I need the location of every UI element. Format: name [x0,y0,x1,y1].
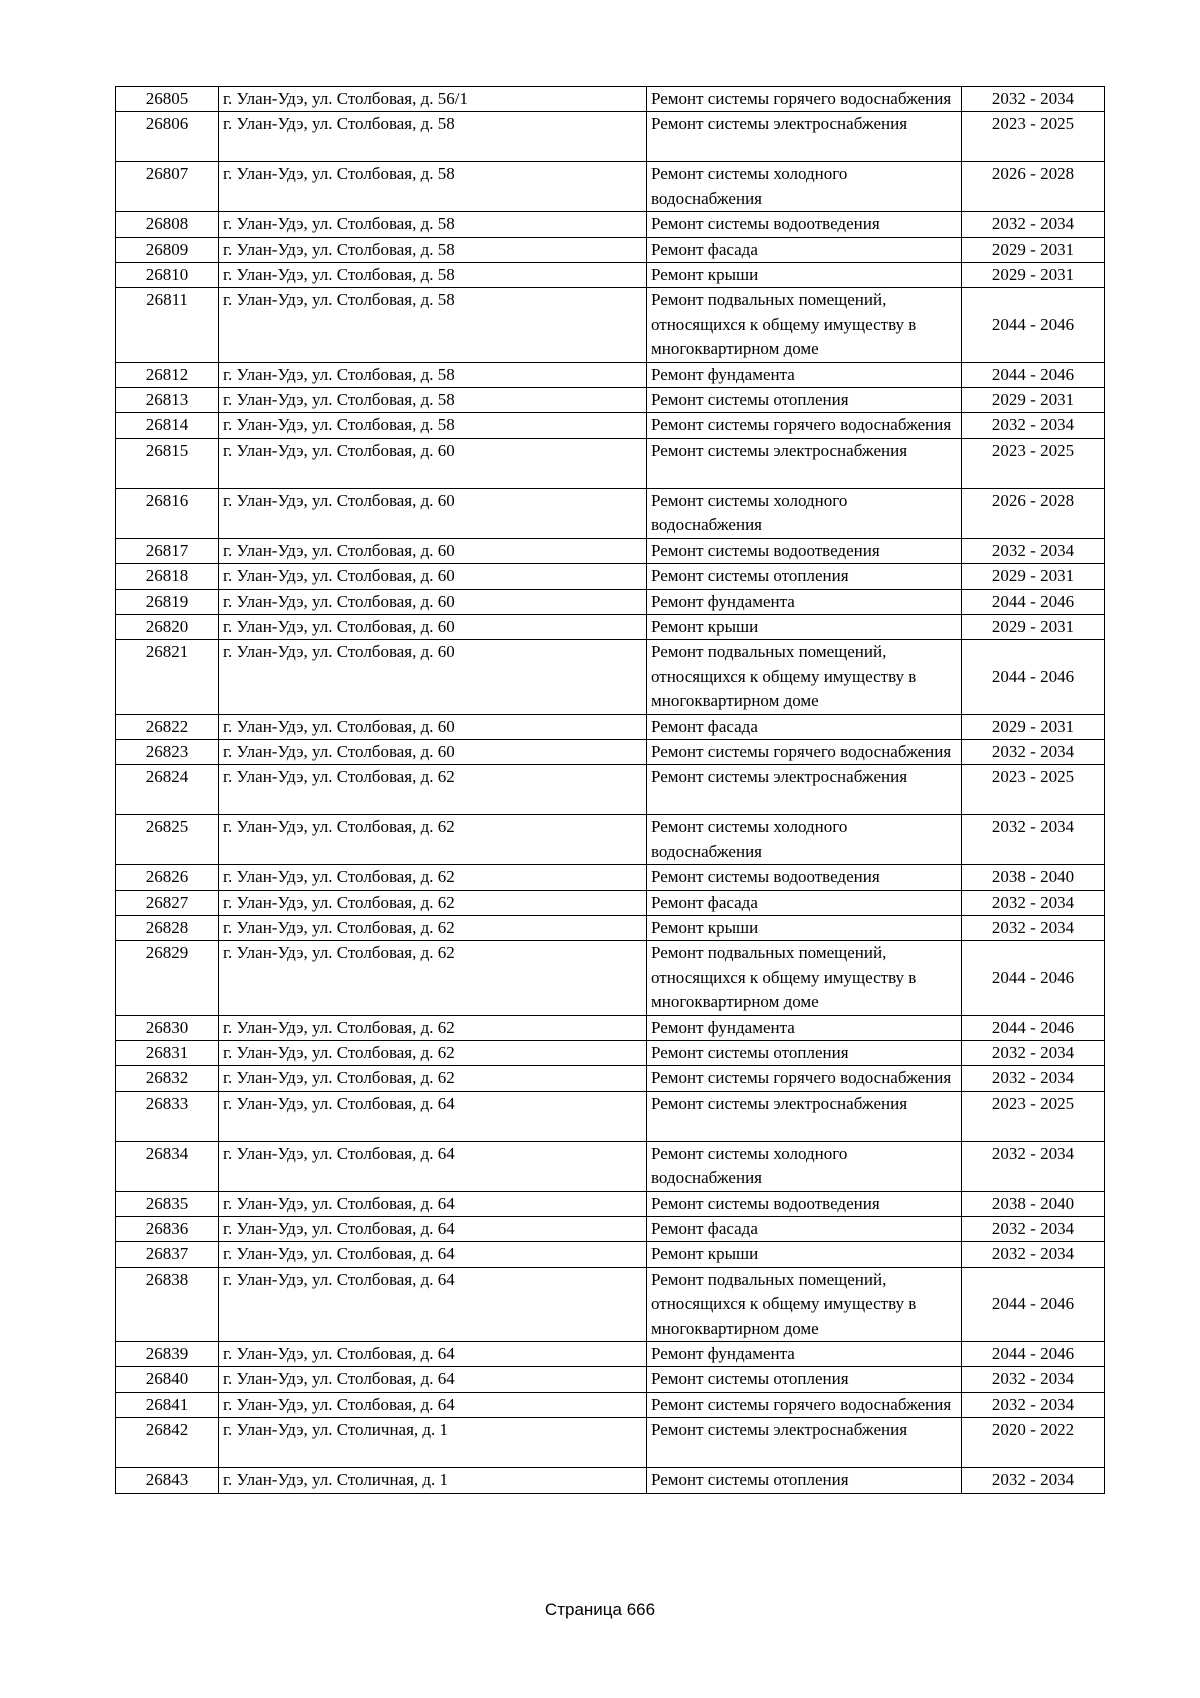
row-work-cell: Ремонт фасада [647,714,962,739]
row-period-cell: 2032 - 2034 [962,538,1105,563]
row-address-cell: г. Улан-Удэ, ул. Столбовая, д. 60 [219,438,647,488]
row-work-cell: Ремонт крыши [647,915,962,940]
table-row [116,162,1105,212]
row-address-cell: г. Улан-Удэ, ул. Столбовая, д. 64 [219,1141,647,1191]
table-row [116,1091,1105,1141]
table-row [116,915,1105,940]
row-work-cell: Ремонт системы отопления [647,1041,962,1066]
row-work-cell: Ремонт крыши [647,1242,962,1267]
row-period-cell: 2029 - 2031 [962,237,1105,262]
row-address-cell: г. Улан-Удэ, ул. Столбовая, д. 60 [219,488,647,538]
table-row [116,538,1105,563]
row-address-cell: г. Улан-Удэ, ул. Столбовая, д. 62 [219,765,647,815]
table-row [116,1041,1105,1066]
row-id-cell: 26841 [116,1392,219,1417]
row-id-cell: 26812 [116,362,219,387]
row-address-cell: г. Улан-Удэ, ул. Столбовая, д. 60 [219,640,647,714]
row-id-cell: 26810 [116,263,219,288]
row-id-cell: 26818 [116,564,219,589]
table-row [116,87,1105,112]
table-row [116,815,1105,865]
row-address-cell: г. Улан-Удэ, ул. Столбовая, д. 58 [219,112,647,162]
row-period-cell: 2026 - 2028 [962,488,1105,538]
row-period-cell: 2044 - 2046 [962,640,1105,714]
row-id-cell: 26833 [116,1091,219,1141]
table-row [116,1392,1105,1417]
row-work-cell: Ремонт системы водоотведения [647,538,962,563]
table-row [116,237,1105,262]
row-work-cell: Ремонт фасада [647,890,962,915]
row-work-cell: Ремонт системы горячего водоснабжения [647,413,962,438]
row-id-cell: 26809 [116,237,219,262]
row-address-cell: г. Улан-Удэ, ул. Столбовая, д. 64 [219,1267,647,1341]
row-work-cell: Ремонт системы горячего водоснабжения [647,87,962,112]
row-work-cell: Ремонт подвальных помещений, относящихся к общему имуществу в многоквартирном доме [647,640,962,714]
row-id-cell: 26828 [116,915,219,940]
row-id-cell: 26819 [116,589,219,614]
row-period-cell: 2029 - 2031 [962,564,1105,589]
row-address-cell: г. Улан-Удэ, ул. Столбовая, д. 62 [219,865,647,890]
table-row [116,1342,1105,1367]
row-id-cell: 26816 [116,488,219,538]
row-period-cell: 2032 - 2034 [962,212,1105,237]
row-address-cell: г. Улан-Удэ, ул. Столбовая, д. 60 [219,714,647,739]
table-row [116,388,1105,413]
row-work-cell: Ремонт подвальных помещений, относящихся к общему имуществу в многоквартирном доме [647,288,962,362]
table-row [116,112,1105,162]
row-id-cell: 26806 [116,112,219,162]
row-id-cell: 26830 [116,1015,219,1040]
row-address-cell: г. Улан-Удэ, ул. Столбовая, д. 58 [219,388,647,413]
row-id-cell: 26832 [116,1066,219,1091]
row-address-cell: г. Улан-Удэ, ул. Столбовая, д. 60 [219,564,647,589]
row-id-cell: 26808 [116,212,219,237]
table-row [116,1015,1105,1040]
row-id-cell: 26836 [116,1217,219,1242]
row-address-cell: г. Улан-Удэ, ул. Столбовая, д. 64 [219,1217,647,1242]
row-address-cell: г. Улан-Удэ, ул. Столбовая, д. 58 [219,162,647,212]
row-address-cell: г. Улан-Удэ, ул. Столичная, д. 1 [219,1468,647,1493]
row-period-cell: 2044 - 2046 [962,288,1105,362]
row-id-cell: 26825 [116,815,219,865]
row-period-cell: 2044 - 2046 [962,1267,1105,1341]
table-row [116,1242,1105,1267]
row-id-cell: 26817 [116,538,219,563]
row-address-cell: г. Улан-Удэ, ул. Столбовая, д. 64 [219,1191,647,1216]
row-address-cell: г. Улан-Удэ, ул. Столбовая, д. 58 [219,237,647,262]
row-work-cell: Ремонт фундамента [647,362,962,387]
row-period-cell: 2020 - 2022 [962,1418,1105,1468]
row-work-cell: Ремонт системы холодного водоснабжения [647,162,962,212]
row-address-cell: г. Улан-Удэ, ул. Столбовая, д. 64 [219,1367,647,1392]
row-id-cell: 26813 [116,388,219,413]
row-work-cell: Ремонт системы горячего водоснабжения [647,739,962,764]
table-row [116,212,1105,237]
row-period-cell: 2044 - 2046 [962,1015,1105,1040]
row-period-cell: 2029 - 2031 [962,388,1105,413]
row-period-cell: 2026 - 2028 [962,162,1105,212]
row-work-cell: Ремонт системы водоотведения [647,865,962,890]
row-period-cell: 2029 - 2031 [962,614,1105,639]
row-address-cell: г. Улан-Удэ, ул. Столбовая, д. 58 [219,212,647,237]
row-period-cell: 2023 - 2025 [962,438,1105,488]
row-id-cell: 26827 [116,890,219,915]
row-address-cell: г. Улан-Удэ, ул. Столбовая, д. 62 [219,915,647,940]
row-id-cell: 26823 [116,739,219,764]
row-period-cell: 2032 - 2034 [962,1392,1105,1417]
row-address-cell: г. Улан-Удэ, ул. Столбовая, д. 60 [219,589,647,614]
row-period-cell: 2044 - 2046 [962,589,1105,614]
row-period-cell: 2023 - 2025 [962,765,1105,815]
row-work-cell: Ремонт системы отопления [647,564,962,589]
row-work-cell: Ремонт системы горячего водоснабжения [647,1392,962,1417]
row-period-cell: 2044 - 2046 [962,362,1105,387]
row-period-cell: 2032 - 2034 [962,413,1105,438]
row-id-cell: 26835 [116,1191,219,1216]
row-work-cell: Ремонт системы холодного водоснабжения [647,815,962,865]
row-period-cell: 2023 - 2025 [962,112,1105,162]
row-address-cell: г. Улан-Удэ, ул. Столбовая, д. 56/1 [219,87,647,112]
row-period-cell: 2032 - 2034 [962,815,1105,865]
page-number: Страница 666 [544,1600,656,1619]
table-row [116,640,1105,714]
row-period-cell: 2029 - 2031 [962,263,1105,288]
row-work-cell: Ремонт системы электроснабжения [647,438,962,488]
row-period-cell: 2029 - 2031 [962,714,1105,739]
table-row [116,564,1105,589]
table-row [116,1141,1105,1191]
row-work-cell: Ремонт системы отопления [647,1468,962,1493]
table-row [116,438,1105,488]
row-work-cell: Ремонт системы отопления [647,1367,962,1392]
row-address-cell: г. Улан-Удэ, ул. Столбовая, д. 60 [219,538,647,563]
row-id-cell: 26834 [116,1141,219,1191]
row-work-cell: Ремонт системы электроснабжения [647,1418,962,1468]
table-row [116,1418,1105,1468]
row-period-cell: 2044 - 2046 [962,1342,1105,1367]
row-id-cell: 26838 [116,1267,219,1341]
row-id-cell: 26811 [116,288,219,362]
table-row [116,890,1105,915]
row-address-cell: г. Улан-Удэ, ул. Столбовая, д. 64 [219,1392,647,1417]
table-row [116,1217,1105,1242]
table-row [116,714,1105,739]
row-address-cell: г. Улан-Удэ, ул. Столбовая, д. 58 [219,362,647,387]
row-work-cell: Ремонт системы электроснабжения [647,112,962,162]
row-address-cell: г. Улан-Удэ, ул. Столбовая, д. 62 [219,815,647,865]
row-work-cell: Ремонт крыши [647,263,962,288]
row-id-cell: 26831 [116,1041,219,1066]
table-row [116,1468,1105,1493]
row-address-cell: г. Улан-Удэ, ул. Столичная, д. 1 [219,1418,647,1468]
row-id-cell: 26807 [116,162,219,212]
table-row [116,941,1105,1015]
row-period-cell: 2032 - 2034 [962,1141,1105,1191]
row-work-cell: Ремонт фундамента [647,1015,962,1040]
row-work-cell: Ремонт фасада [647,1217,962,1242]
row-period-cell: 2032 - 2034 [962,739,1105,764]
row-work-cell: Ремонт системы горячего водоснабжения [647,1066,962,1091]
row-id-cell: 26826 [116,865,219,890]
row-id-cell: 26820 [116,614,219,639]
row-work-cell: Ремонт подвальных помещений, относящихся к общему имуществу в многоквартирном доме [647,941,962,1015]
row-period-cell: 2023 - 2025 [962,1091,1105,1141]
row-work-cell: Ремонт подвальных помещений, относящихся к общему имуществу в многоквартирном доме [647,1267,962,1341]
table-row [116,488,1105,538]
table-row [116,413,1105,438]
row-id-cell: 26829 [116,941,219,1015]
row-address-cell: г. Улан-Удэ, ул. Столбовая, д. 62 [219,941,647,1015]
row-work-cell: Ремонт фасада [647,237,962,262]
row-address-cell: г. Улан-Удэ, ул. Столбовая, д. 64 [219,1342,647,1367]
table-row [116,614,1105,639]
table-row [116,263,1105,288]
repair-schedule-table [115,86,1105,1494]
row-work-cell: Ремонт системы холодного водоснабжения [647,488,962,538]
row-address-cell: г. Улан-Удэ, ул. Столбовая, д. 62 [219,1066,647,1091]
row-id-cell: 26815 [116,438,219,488]
row-id-cell: 26814 [116,413,219,438]
row-id-cell: 26824 [116,765,219,815]
table-row [116,865,1105,890]
row-period-cell: 2032 - 2034 [962,1041,1105,1066]
row-id-cell: 26821 [116,640,219,714]
row-id-cell: 26840 [116,1367,219,1392]
table-row [116,362,1105,387]
row-id-cell: 26837 [116,1242,219,1267]
table-row [116,765,1105,815]
row-work-cell: Ремонт системы водоотведения [647,1191,962,1216]
row-id-cell: 26843 [116,1468,219,1493]
row-work-cell: Ремонт системы водоотведения [647,212,962,237]
row-address-cell: г. Улан-Удэ, ул. Столбовая, д. 62 [219,890,647,915]
row-period-cell: 2032 - 2034 [962,915,1105,940]
table-row [116,739,1105,764]
row-work-cell: Ремонт фундамента [647,589,962,614]
row-period-cell: 2044 - 2046 [962,941,1105,1015]
row-address-cell: г. Улан-Удэ, ул. Столбовая, д. 58 [219,413,647,438]
row-id-cell: 26839 [116,1342,219,1367]
table-body [116,87,1105,1494]
row-address-cell: г. Улан-Удэ, ул. Столбовая, д. 60 [219,614,647,639]
row-period-cell: 2032 - 2034 [962,1242,1105,1267]
row-work-cell: Ремонт системы электроснабжения [647,1091,962,1141]
row-address-cell: г. Улан-Удэ, ул. Столбовая, д. 64 [219,1242,647,1267]
table-row [116,288,1105,362]
table-row [116,1367,1105,1392]
table-row [116,1267,1105,1341]
row-period-cell: 2038 - 2040 [962,1191,1105,1216]
row-period-cell: 2032 - 2034 [962,1066,1105,1091]
table-row [116,589,1105,614]
table-row [116,1191,1105,1216]
row-address-cell: г. Улан-Удэ, ул. Столбовая, д. 62 [219,1041,647,1066]
row-period-cell: 2032 - 2034 [962,1468,1105,1493]
row-period-cell: 2032 - 2034 [962,1217,1105,1242]
row-period-cell: 2032 - 2034 [962,1367,1105,1392]
row-work-cell: Ремонт фундамента [647,1342,962,1367]
row-work-cell: Ремонт системы электроснабжения [647,765,962,815]
row-address-cell: г. Улан-Удэ, ул. Столбовая, д. 58 [219,263,647,288]
row-id-cell: 26822 [116,714,219,739]
row-period-cell: 2038 - 2040 [962,865,1105,890]
row-address-cell: г. Улан-Удэ, ул. Столбовая, д. 58 [219,288,647,362]
row-period-cell: 2032 - 2034 [962,87,1105,112]
row-work-cell: Ремонт крыши [647,614,962,639]
row-id-cell: 26842 [116,1418,219,1468]
table-row [116,1066,1105,1091]
row-address-cell: г. Улан-Удэ, ул. Столбовая, д. 60 [219,739,647,764]
row-period-cell: 2032 - 2034 [962,890,1105,915]
row-id-cell: 26805 [116,87,219,112]
row-address-cell: г. Улан-Удэ, ул. Столбовая, д. 64 [219,1091,647,1141]
row-work-cell: Ремонт системы холодного водоснабжения [647,1141,962,1191]
row-address-cell: г. Улан-Удэ, ул. Столбовая, д. 62 [219,1015,647,1040]
row-work-cell: Ремонт системы отопления [647,388,962,413]
